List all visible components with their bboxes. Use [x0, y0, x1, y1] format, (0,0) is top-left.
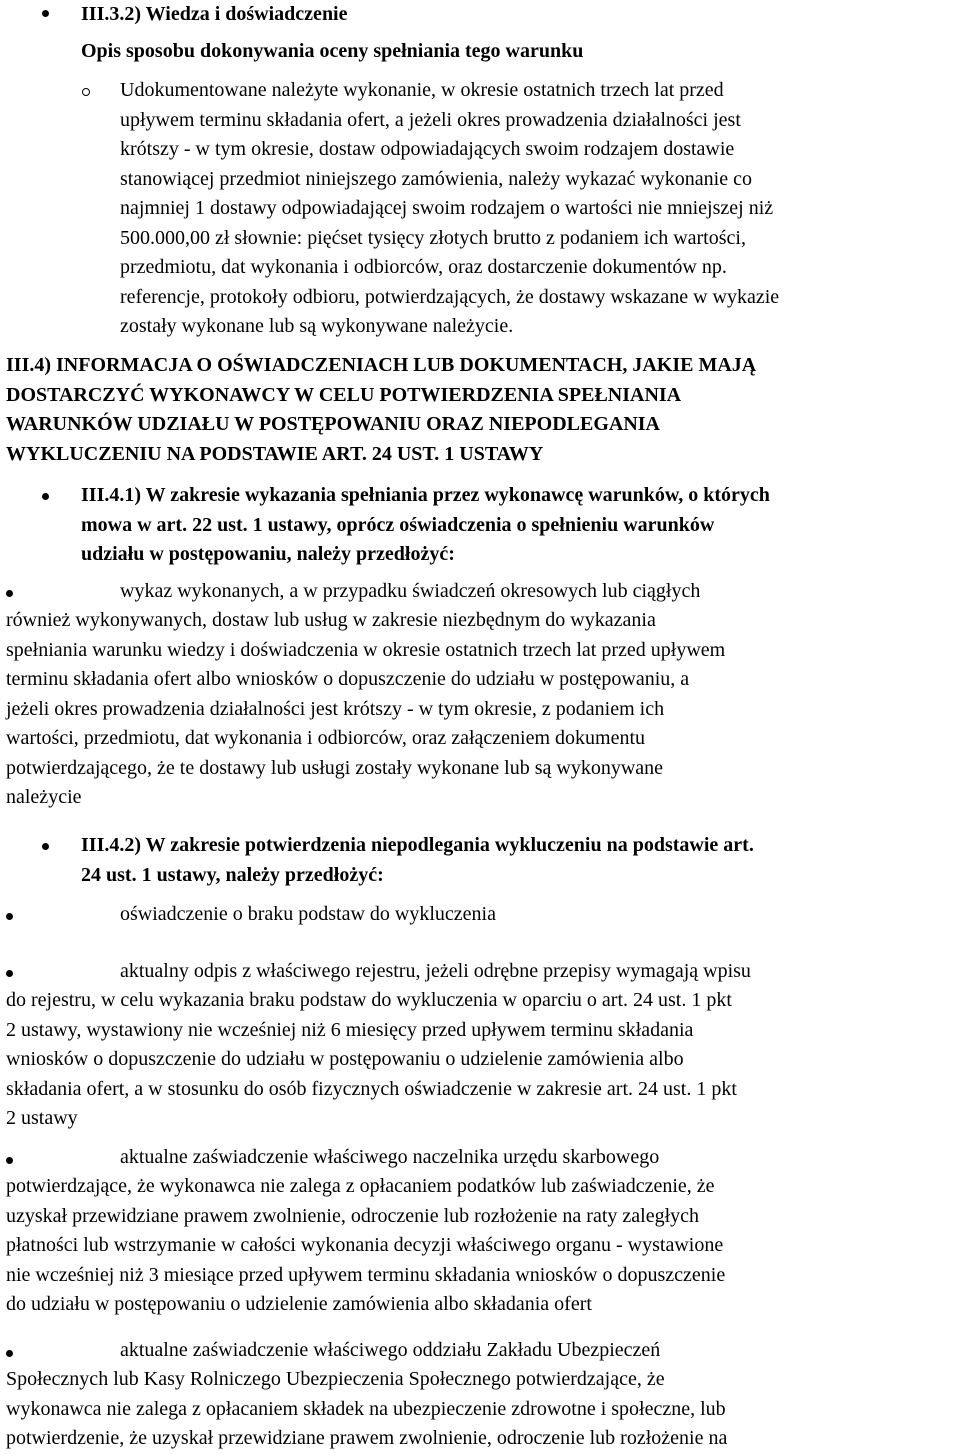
text-line: należycie — [6, 786, 82, 808]
section-4-heading — [6, 351, 756, 469]
bullet-icon — [6, 970, 13, 977]
text-line: referencje, protokoły odbioru, potwierdzających, że dostawy wskazane w wykazie — [120, 285, 780, 308]
subsection-4-1-heading — [81, 481, 770, 570]
text-line: płatności lub wstrzymanie w całości wykonania decyzji właściwego organu - wystawione — [6, 1234, 724, 1256]
heading-line: WYKLUCZENIU NA PODSTAWIE ART. 24 UST. 1 USTAWY — [6, 442, 544, 465]
text-line: jeżeli okres prowadzenia działalności jest krótszy - w tym okresie, z podaniem ich — [6, 697, 665, 720]
text-line: wartości, przedmiotu, dat wykonania i odbiorców, oraz załączeniem dokumentu — [6, 727, 646, 749]
text-line: uzyskał przewidziane prawem zwolnienie, odroczenie lub rozłożenie na raty zaległych — [6, 1204, 700, 1227]
text-line: wykonawca nie zalega z opłacaniem składek na ubezpieczenie zdrowotne i społeczne, lub — [6, 1397, 726, 1420]
text-line: potwierdzającego, że te dostawy lub usługi zostały wykonane lub są wykonywane — [6, 756, 664, 779]
text-line: nie wcześniej niż 3 miesiące przed upływem terminu składania wniosków o dopuszczenie — [6, 1263, 726, 1286]
heading-line: udziału w postępowaniu, należy przedłożyć: — [81, 543, 455, 565]
bullet-icon — [6, 1350, 13, 1357]
text-line: zostały wykonane lub są wykonywane należycie. — [120, 315, 514, 337]
text-line: upływem terminu składania ofert, a jeżeli okres prowadzenia działalności jest — [120, 108, 741, 131]
heading-line: III.4.2) W zakresie potwierdzenia niepodlegania wykluczeniu na podstawie art. — [81, 834, 754, 856]
text-line: do rejestru, w celu wykazania braku podstaw do wykluczenia w oparciu o art. 24 ust. 1 pkt — [6, 989, 732, 1011]
bullet-icon — [42, 10, 49, 17]
list-item — [6, 1172, 932, 1320]
section-heading: III.3.2) Wiedza i doświadczenie — [81, 3, 348, 25]
bullet-icon — [6, 913, 13, 920]
list-item-first-line: aktualne zaświadczenie właściwego naczelnika urzędu skarbowego — [120, 1146, 660, 1168]
section-subheading: Opis sposobu dokonywania oceny spełniania tego warunku — [81, 40, 584, 62]
heading-line: III.4) INFORMACJA O OŚWIADCZENIACH LUB DOKUMENTACH, JAKIE MAJĄ — [6, 354, 757, 376]
text-line: najmniej 1 dostawy odpowiadającej swoim rodzajem o wartości nie mniejszej niż — [120, 197, 774, 219]
text-line: potwierdzenie, że uzyskał przewidziane prawem zwolnienie, odroczenie lub rozłożenie na — [6, 1427, 728, 1449]
text-line: wniosków o dopuszczenie do udziału w postępowaniu o udzielenie zamówienia albo — [6, 1048, 684, 1070]
text-line: 2 ustawy, wystawiony nie wcześniej niż 6 miesięcy przed upływem terminu składania — [6, 1018, 694, 1041]
text-line: krótszy - w tym okresie, dostaw odpowiadających swoim rodzajem dostawie — [120, 138, 735, 160]
list-item-first-line: aktualny odpis z właściwego rejestru, jeżeli odrębne przepisy wymagają wpisu — [120, 960, 751, 982]
bullet-icon — [42, 493, 49, 500]
bullet-icon — [42, 843, 49, 850]
text-line: terminu składania ofert albo wniosków o dopuszczenie do udziału w postępowaniu, a — [6, 668, 690, 690]
text-line: również wykonywanych, dostaw lub usług w zakresie niezbędnym do wykazania — [6, 609, 656, 631]
text-line: Udokumentowane należyte wykonanie, w okresie ostatnich trzech lat przed — [120, 79, 724, 101]
text-line: stanowiącej przedmiot niniejszego zamówienia, należy wykazać wykonanie co — [120, 167, 752, 190]
bullet-icon — [6, 1157, 13, 1164]
text-line: spełniania warunku wiedzy i doświadczenia w okresie ostatnich trzech lat przed upływem — [6, 638, 726, 661]
list-item — [120, 76, 956, 342]
list-item — [6, 606, 932, 813]
list-item — [6, 986, 932, 1134]
subsection-4-2-heading — [81, 831, 754, 890]
text-line: 2 ustawy — [6, 1107, 78, 1129]
list-item — [6, 1365, 932, 1454]
list-item-first-line: aktualne zaświadczenie właściwego oddziału Zakładu Ubezpieczeń — [120, 1339, 661, 1361]
list-item: oświadczenie o braku podstaw do wykluczenia — [120, 903, 496, 925]
heading-line: mowa w art. 22 ust. 1 ustawy, oprócz oświadczenia o spełnieniu warunków — [81, 513, 715, 536]
text-line: 500.000,00 zł słownie: pięćset tysięcy złotych brutto z podaniem ich wartości, — [120, 226, 746, 249]
circle-bullet-icon — [82, 88, 90, 96]
bullet-icon — [6, 590, 13, 597]
text-line: składania ofert, a w stosunku do osób fizycznych oświadczenie w zakresie art. 24 ust. 1 pkt — [6, 1077, 737, 1100]
heading-line: 24 ust. 1 ustawy, należy przedłożyć: — [81, 863, 384, 886]
list-item-first-line: wykaz wykonanych, a w przypadku świadczeń okresowych lub ciągłych — [120, 580, 701, 602]
heading-line: III.4.1) W zakresie wykazania spełniania przez wykonawcę warunków, o których — [81, 484, 770, 506]
text-line: potwierdzające, że wykonawca nie zalega z opłacaniem podatków lub zaświadczenie, że — [6, 1175, 715, 1197]
heading-line: WARUNKÓW UDZIAŁU W POSTĘPOWANIU ORAZ NIEPODLEGANIA — [6, 413, 660, 435]
text-line: do udziału w postępowaniu o udzielenie zamówienia albo składania ofert — [6, 1293, 592, 1315]
heading-line: DOSTARCZYĆ WYKONAWCY W CELU POTWIERDZENIA SPEŁNIANIA — [6, 383, 682, 406]
text-line: przedmiotu, dat wykonania i odbiorców, oraz dostarczenie dokumentów np. — [120, 256, 727, 278]
text-line: Społecznych lub Kasy Rolniczego Ubezpieczenia Społecznego potwierdzające, że — [6, 1368, 665, 1390]
